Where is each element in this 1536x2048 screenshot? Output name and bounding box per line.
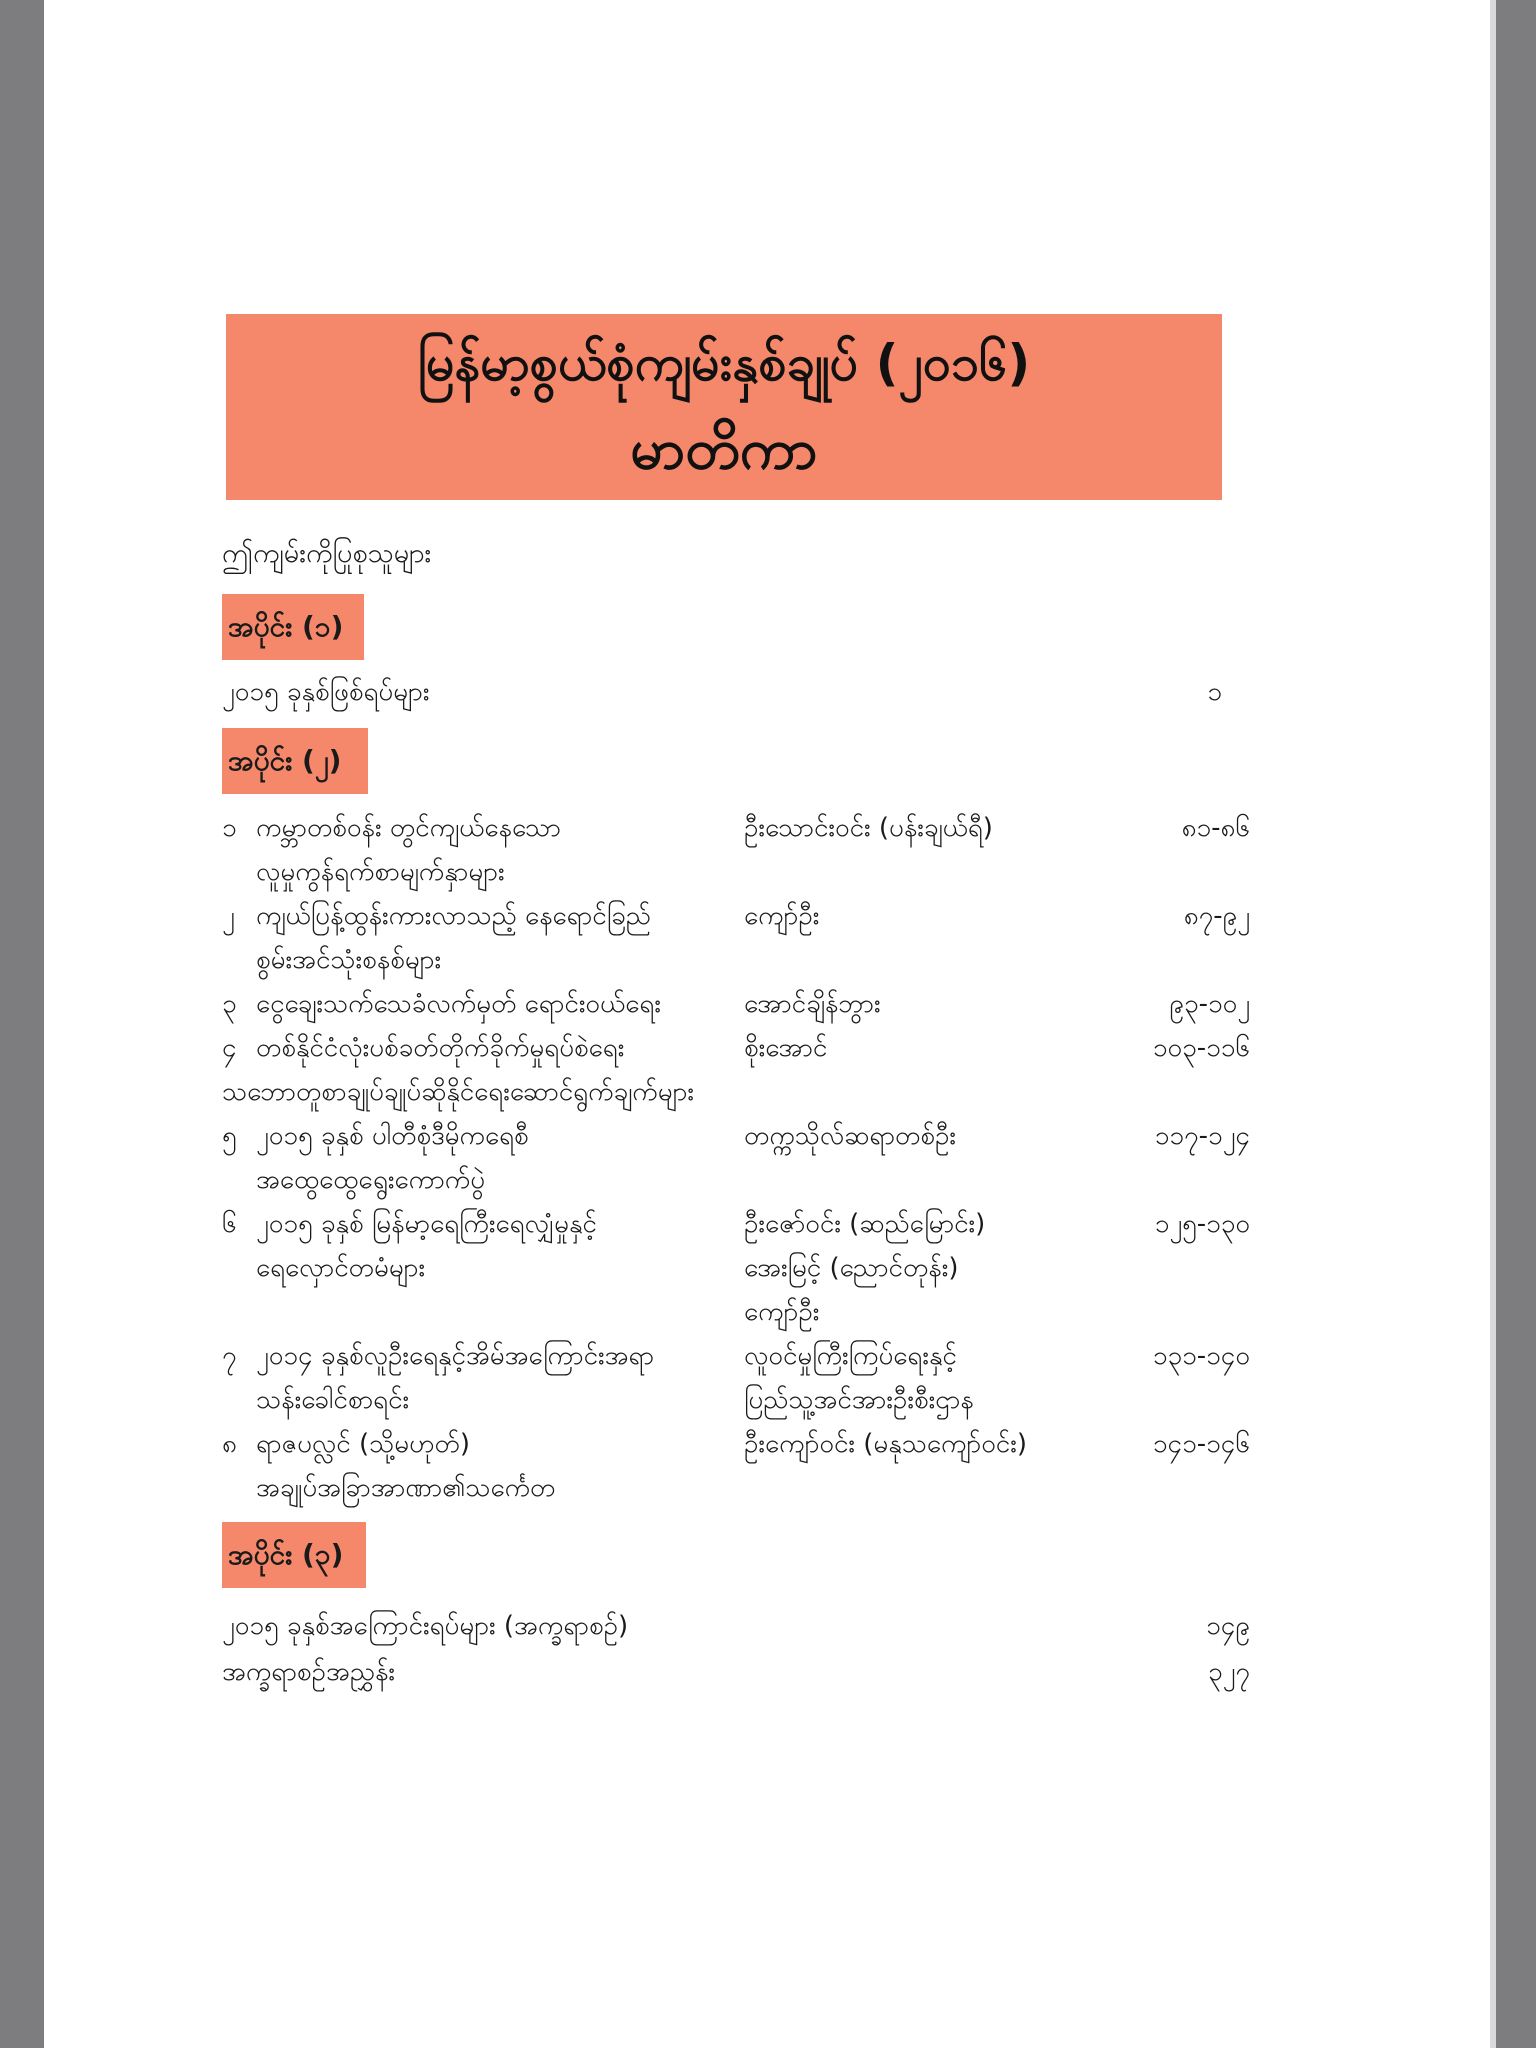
toc-entry-author: ကျော်ဦး xyxy=(744,1297,820,1327)
toc-entry-pages: ၁၄၁-၁၄၆ xyxy=(1152,1429,1250,1459)
toc-entry-pages: ၃၂၇ xyxy=(1207,1657,1250,1687)
part-1-label: အပိုင်း (၁) xyxy=(222,594,364,660)
part-2-label: အပိုင်း (၂) xyxy=(222,728,368,794)
toc-entry-author: ဦးသောင်းဝင်း (ပန်းချယ်ရီ) xyxy=(744,813,993,843)
toc-entry-pages: ၁၂၅-၁၃၀ xyxy=(1154,1209,1250,1239)
toc-entry-title-cont: စွမ်းအင်သုံးစနစ်များ xyxy=(256,945,442,975)
toc-entry-number: ၃ xyxy=(222,989,237,1019)
preface-entry: ဤကျမ်းကိုပြုစုသူများ xyxy=(222,538,432,569)
toc-entry-author: ကျော်ဦး xyxy=(744,901,820,931)
toc-entry-pages: ၁၀၃-၁၁၆ xyxy=(1152,1033,1250,1063)
toc-entry-author: ဦးဇော်ဝင်း (ဆည်မြောင်း) xyxy=(744,1209,986,1239)
toc-entry-title: ရာဇပလ္လင် (သို့မဟုတ်) xyxy=(256,1429,471,1459)
toc-entry-title: ၂၀၁၅ ခုနှစ်ဖြစ်ရပ်များ xyxy=(222,677,430,707)
toc-entry-title-cont: အထွေထွေရွေးကောက်ပွဲ xyxy=(256,1165,486,1195)
book-title: မြန်မာ့စွယ်စုံကျမ်းနှစ်ချုပ် (၂၀၁၆) xyxy=(417,334,1031,392)
toc-entry-number: ၄ xyxy=(222,1033,237,1063)
toc-entry-title: ကျယ်ပြန့်ထွန်းကားလာသည့် နေရောင်ခြည် xyxy=(256,901,651,931)
toc-entry-author: အေးမြင့် (ညောင်တုန်း) xyxy=(744,1253,959,1283)
toc-entry-author: ဦးကျော်ဝင်း (မနုသကျော်ဝင်း) xyxy=(744,1429,1027,1459)
toc-entry-number: ၈ xyxy=(222,1429,237,1459)
toc-entry-title: ၂၀၁၅ ခုနှစ် ပါတီစုံဒီမိုကရေစီ xyxy=(256,1121,529,1151)
title-banner xyxy=(226,314,1222,500)
toc-entry-author: လူဝင်မှုကြီးကြပ်ရေးနှင့် xyxy=(744,1341,957,1371)
toc-entry-number: ၆ xyxy=(222,1209,237,1239)
part-3-label: အပိုင်း (၃) xyxy=(222,1522,366,1588)
contents-heading: မာတိကာ xyxy=(630,417,818,482)
toc-entry-title-cont: ရေလှောင်တမံများ xyxy=(256,1253,426,1283)
toc-entry-pages: ၈၇-၉၂ xyxy=(1183,901,1250,931)
toc-entry-pages: ၈၁-၈၆ xyxy=(1181,813,1250,843)
toc-entry-title-cont: သန်းခေါင်စာရင်း xyxy=(256,1385,410,1415)
toc-entry-author: အောင်ချိန်ဘွား xyxy=(744,989,881,1019)
toc-entry-title: တစ်နိုင်ငံလုံးပစ်ခတ်တိုက်ခိုက်မှုရပ်စဲရေး xyxy=(256,1033,625,1063)
toc-entry-author: ပြည်သူ့အင်အားဦးစီးဌာန xyxy=(744,1385,974,1415)
page-edge xyxy=(1490,0,1496,2048)
toc-entry-number: ၇ xyxy=(222,1341,237,1371)
toc-entry-title-cont: သဘောတူစာချုပ်ချုပ်ဆိုနိုင်ရေးဆောင်ရွက်ချက်များ xyxy=(222,1077,694,1107)
toc-entry-title-cont: အချုပ်အခြာအာဏာ၏သင်္ကေတ xyxy=(256,1473,556,1503)
toc-entry-pages: ၁၁၇-၁၂၄ xyxy=(1154,1121,1250,1151)
toc-entry-title: ကမ္ဘာတစ်ဝန်း တွင်ကျယ်နေသော xyxy=(256,813,561,843)
toc-entry-author: စိုးအောင် xyxy=(744,1033,828,1063)
toc-entry-number: ၁ xyxy=(222,813,237,843)
toc-entry-title: ၂၀၁၅ ခုနှစ် မြန်မာ့ရေကြီးရေလျှံမှုနှင့် xyxy=(256,1209,597,1239)
toc-entry-title: ၂၀၁၄ ခုနှစ်လူဦးရေနှင့်အိမ်အကြောင်းအရာ xyxy=(256,1341,655,1371)
toc-entry-title: ငွေချေးသက်သေခံလက်မှတ် ရောင်းဝယ်ရေး xyxy=(256,989,661,1019)
toc-entry-number: ၂ xyxy=(222,901,235,931)
toc-entry-pages: ၉၃-၁၀၂ xyxy=(1169,989,1250,1019)
toc-entry-pages: ၁၃၁-၁၄၀ xyxy=(1152,1341,1250,1371)
toc-entry-pages: ၁ xyxy=(1207,677,1222,707)
toc-entry-title: ၂၀၁၅ ခုနှစ်အကြောင်းရပ်များ (အက္ခရာစဉ်) xyxy=(222,1611,629,1641)
toc-entry-title-cont: လူမှုကွန်ရက်စာမျက်နှာများ xyxy=(256,857,505,887)
toc-entry-author: တက္ကသိုလ်ဆရာတစ်ဦး xyxy=(744,1121,956,1151)
toc-entry-pages: ၁၄၉ xyxy=(1206,1611,1250,1641)
toc-entry-number: ၅ xyxy=(222,1121,237,1151)
toc-entry-title: အက္ခရာစဉ်အညွှန်း xyxy=(222,1657,396,1687)
